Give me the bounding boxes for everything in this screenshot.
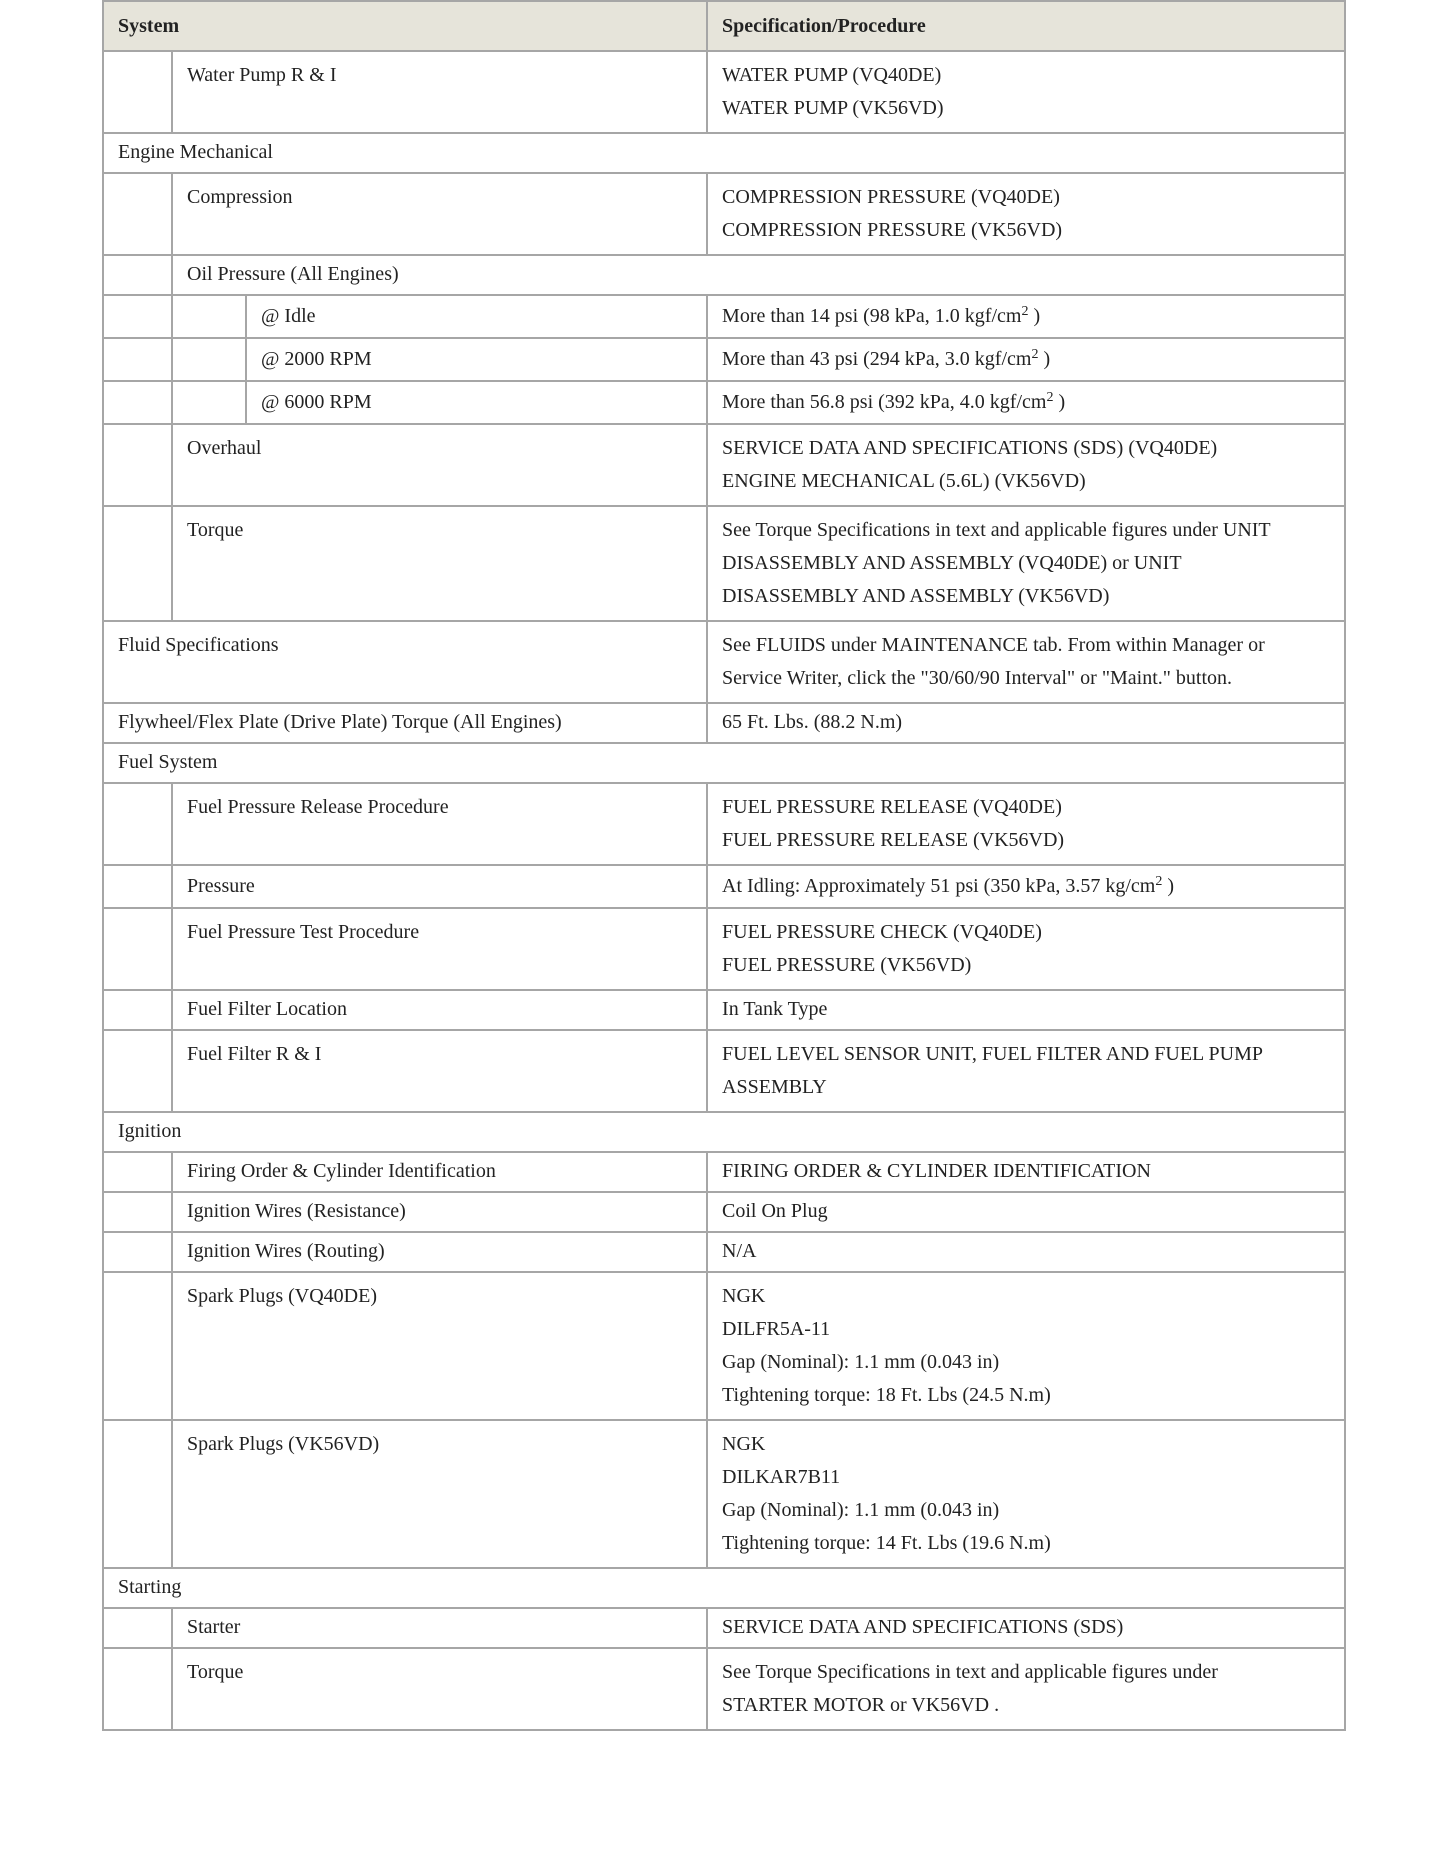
spec-text-end: ) [1028,305,1041,327]
spec-line: SERVICE DATA AND SPECIFICATIONS (SDS) [722,1616,1124,1638]
indent-cell [103,51,172,133]
spec-line: DISASSEMBLY AND ASSEMBLY (VQ40DE) or UNIT [722,552,1182,574]
section-row [103,255,1345,295]
indent-cell [172,381,246,424]
spec-cell [707,1232,1345,1272]
system-label: Spark Plugs (VQ40DE) [172,1272,707,1420]
spec-line: DISASSEMBLY AND ASSEMBLY (VK56VD) [722,585,1110,607]
spec-cell [707,1272,1345,1420]
system-label: Pressure [172,865,707,908]
spec-line: See FLUIDS under MAINTENANCE tab. From within Manager or [722,634,1265,656]
indent-cell [103,1648,172,1730]
table-row [103,1030,1345,1112]
system-label: Fuel Filter Location [172,990,707,1030]
spec-text-end: ) [1038,348,1051,370]
system-label: Fuel Pressure Test Procedure [172,908,707,990]
spec-line: FUEL PRESSURE CHECK (VQ40DE) [722,921,1042,943]
section-label: Starting [103,1568,1345,1608]
spec-cell [707,621,1345,703]
indent-cell [103,173,172,255]
header-spec: Specification/Procedure [707,1,1345,51]
spec-line: Service Writer, click the "30/60/90 Interval" or "Maint." button. [722,667,1233,689]
spec-cell [707,990,1345,1030]
table-row [103,621,1345,703]
spec-cell [707,1608,1345,1648]
spec-line: 65 Ft. Lbs. (88.2 N.m) [722,711,903,733]
indent-cell [172,338,246,381]
indent-cell [103,424,172,506]
table-row [103,1420,1345,1568]
spec-line: STARTER MOTOR or VK56VD . [722,1694,1000,1716]
indent-cell [103,295,172,338]
indent-cell [103,255,172,295]
superscript: 2 [1021,304,1029,319]
spec-line: COMPRESSION PRESSURE (VK56VD) [722,219,1063,241]
section-row [103,743,1345,783]
spec-line: Gap (Nominal): 1.1 mm (0.043 in) [722,1351,1000,1373]
table-row [103,338,1345,381]
spec-text: More than 56.8 psi (392 kPa, 4.0 kgf/cm [722,391,1047,413]
system-label: Torque [172,1648,707,1730]
spec-cell [707,506,1345,621]
spec-text: At Idling: Approximately 51 psi (350 kPa, 3.57 kg/cm [722,875,1156,897]
table-row [103,1232,1345,1272]
section-label: Ignition [103,1112,1345,1152]
indent-cell [103,908,172,990]
spec-line: FUEL PRESSURE (VK56VD) [722,954,972,976]
spec-cell [707,865,1345,908]
indent-cell [103,381,172,424]
indent-cell [103,338,172,381]
spec-cell [707,703,1345,743]
indent-cell [103,1232,172,1272]
spec-line: ENGINE MECHANICAL (5.6L) (VK56VD) [722,470,1086,492]
spec-line: See Torque Specifications in text and applicable figures under [722,1661,1218,1683]
spec-line: FUEL PRESSURE RELEASE (VQ40DE) [722,796,1062,818]
section-label: Oil Pressure (All Engines) [172,255,1345,295]
header-system: System [103,1,707,51]
spec-text: More than 43 psi (294 kPa, 3.0 kgf/cm [722,348,1032,370]
spec-line: In Tank Type [722,998,828,1020]
indent-cell [103,990,172,1030]
system-label: Spark Plugs (VK56VD) [172,1420,707,1568]
table-row [103,381,1345,424]
spec-line: DILKAR7B11 [722,1466,841,1488]
spec-line: FUEL PRESSURE RELEASE (VK56VD) [722,829,1065,851]
spec-cell [707,424,1345,506]
indent-cell [103,1152,172,1192]
system-label: Water Pump R & I [172,51,707,133]
system-label: Fuel Pressure Release Procedure [172,783,707,865]
spec-line: FUEL LEVEL SENSOR UNIT, FUEL FILTER AND FUEL PUMP [722,1043,1263,1065]
spec-line: Gap (Nominal): 1.1 mm (0.043 in) [722,1499,1000,1521]
spec-cell [707,1420,1345,1568]
spec-line: NGK [722,1433,766,1455]
table-row [103,865,1345,908]
spec-cell [707,51,1345,133]
superscript: 2 [1046,390,1054,405]
table-row [103,506,1345,621]
system-label: Firing Order & Cylinder Identification [172,1152,707,1192]
spec-cell [707,381,1345,424]
indent-cell [103,1030,172,1112]
spec-line: See Torque Specifications in text and applicable figures under UNIT [722,519,1271,541]
system-label: Fluid Specifications [103,621,707,703]
system-label: Torque [172,506,707,621]
spec-line: DILFR5A-11 [722,1318,831,1340]
specification-table [102,0,1346,1731]
spec-cell [707,295,1345,338]
spec-line: FIRING ORDER & CYLINDER IDENTIFICATION [722,1160,1151,1182]
system-label: Overhaul [172,424,707,506]
spec-text-end: ) [1053,391,1066,413]
spec-line: N/A [722,1240,757,1262]
table-row [103,295,1345,338]
spec-line: Tightening torque: 14 Ft. Lbs (19.6 N.m) [722,1532,1051,1554]
table-row [103,783,1345,865]
spec-cell [707,1648,1345,1730]
spec-cell [707,338,1345,381]
system-label: @ Idle [246,295,707,338]
system-label: @ 2000 RPM [246,338,707,381]
indent-cell [103,1420,172,1568]
spec-cell [707,1152,1345,1192]
section-label: Engine Mechanical [103,133,1345,173]
spec-text-end: ) [1162,875,1175,897]
table-row [103,173,1345,255]
spec-line: ASSEMBLY [722,1076,827,1098]
system-label: Fuel Filter R & I [172,1030,707,1112]
table-row [103,424,1345,506]
spec-line: Tightening torque: 18 Ft. Lbs (24.5 N.m) [722,1384,1051,1406]
section-row [103,133,1345,173]
table-body [103,51,1345,1730]
spec-line: WATER PUMP (VQ40DE) [722,64,942,86]
spec-line: COMPRESSION PRESSURE (VQ40DE) [722,186,1060,208]
indent-cell [103,1272,172,1420]
table-row [103,51,1345,133]
system-label: @ 6000 RPM [246,381,707,424]
spec-line: SERVICE DATA AND SPECIFICATIONS (SDS) (VQ40DE) [722,437,1218,459]
indent-cell [103,783,172,865]
spec-line: NGK [722,1285,766,1307]
superscript: 2 [1031,347,1039,362]
indent-cell [103,865,172,908]
system-label: Ignition Wires (Routing) [172,1232,707,1272]
system-label: Compression [172,173,707,255]
table-row [103,1608,1345,1648]
indent-cell [103,506,172,621]
spec-cell [707,908,1345,990]
table-header-row [103,1,1345,51]
table-row [103,908,1345,990]
spec-line: Coil On Plug [722,1200,828,1222]
table-row [103,1192,1345,1232]
spec-cell [707,1192,1345,1232]
section-row [103,1568,1345,1608]
indent-cell [103,1608,172,1648]
section-label: Fuel System [103,743,1345,783]
table-row [103,1272,1345,1420]
section-row [103,1112,1345,1152]
indent-cell [172,295,246,338]
indent-cell [103,1192,172,1232]
table-row [103,1152,1345,1192]
table-row [103,1648,1345,1730]
spec-cell [707,783,1345,865]
spec-cell [707,1030,1345,1112]
system-label: Flywheel/Flex Plate (Drive Plate) Torque (All Engines) [103,703,707,743]
spec-line: WATER PUMP (VK56VD) [722,97,944,119]
superscript: 2 [1155,874,1163,889]
system-label: Ignition Wires (Resistance) [172,1192,707,1232]
system-label: Starter [172,1608,707,1648]
spec-cell [707,173,1345,255]
table-row [103,703,1345,743]
spec-text: More than 14 psi (98 kPa, 1.0 kgf/cm [722,305,1022,327]
table-row [103,990,1345,1030]
